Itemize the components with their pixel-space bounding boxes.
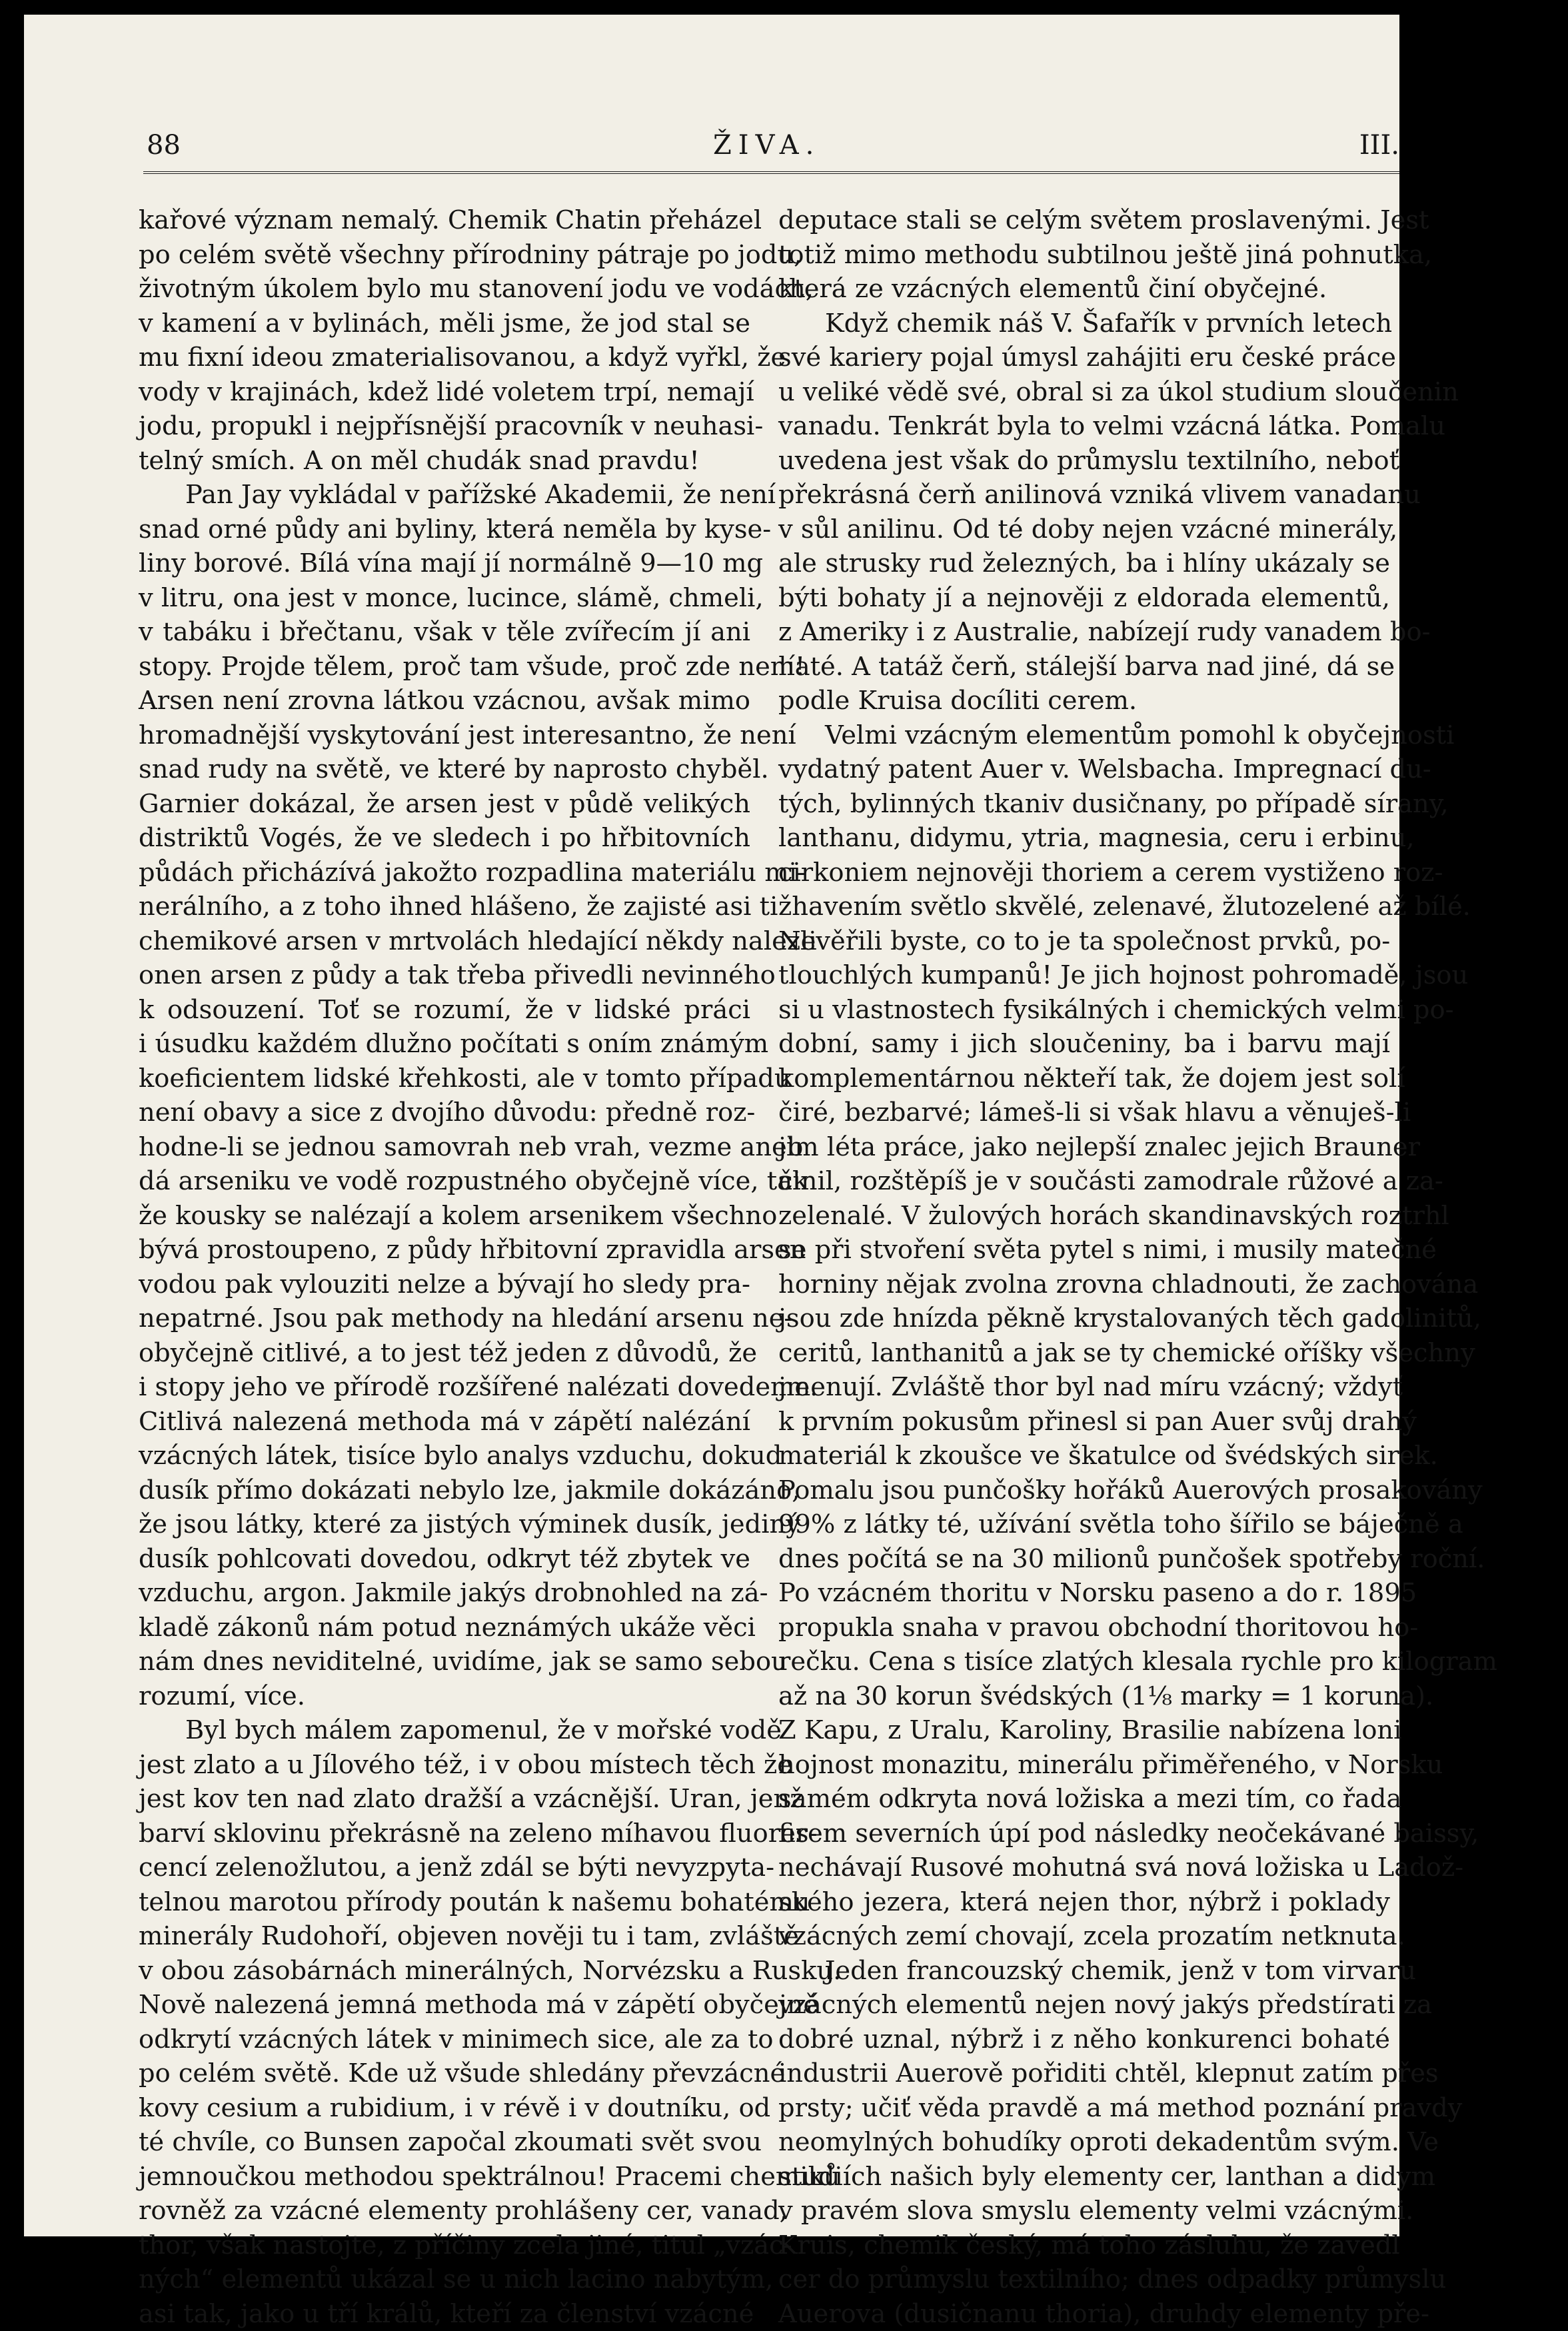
- text-line: Kruis, chemik český, má toho zásluhu, že zavedl: [778, 2228, 1390, 2263]
- text-line: totiž mimo methodu subtilnou ještě jiná pohnutka,: [778, 238, 1390, 273]
- text-line: Po vzácném thoritu v Norsku paseno a do r. 1895: [778, 1576, 1390, 1611]
- text-line: své kariery pojal úmysl zahájiti eru české práce: [778, 341, 1390, 375]
- text-line: Nově nalezená jemná methoda má v zápětí obyčejně: [139, 1988, 750, 2022]
- text-line: jest kov ten nad zlato dražší a vzácnější. Uran, jenž: [139, 1782, 750, 1817]
- text-line: deputace stali se celým světem proslavenými. Jest: [778, 203, 1390, 238]
- header-rule: [143, 171, 1399, 174]
- text-line: komplementárnou někteří tak, že dojem jest solí: [778, 1062, 1390, 1096]
- text-line: cer do průmyslu textilního; dnes odpadky průmyslu: [778, 2262, 1390, 2297]
- text-line: v obou zásobárnách minerálných, Norvézsku a Rusku.: [139, 1954, 750, 1988]
- text-line: nechávají Rusové mohutná svá nová ložiska u Ladož-: [778, 1851, 1390, 1885]
- text-line: k prvním pokusům přinesl si pan Auer svůj drahý: [778, 1405, 1390, 1439]
- text-line: jsou zde hnízda pěkně krystalovaných těch gadolinitů,: [778, 1301, 1390, 1336]
- text-line: životným úkolem bylo mu stanovení jodu ve vodách,: [139, 272, 750, 307]
- text-line: Pan Jay vykládal v pařížské Akademii, že není: [139, 478, 750, 512]
- text-line: asi tak, jako u tří králů, kteří za členství vzácné: [139, 2297, 750, 2331]
- text-line: stopy. Projde tělem, proč tam všude, proč zde není!: [139, 650, 750, 684]
- text-line: rovněž za vzácné elementy prohlášeny cer, vanad,: [139, 2194, 750, 2228]
- left-text-column: [139, 203, 750, 2331]
- text-line: minerály Rudohoří, objeven nověji tu i tam, zvláště: [139, 1919, 750, 1954]
- text-line: chemikové arsen v mrtvolách hledající někdy nalezli: [139, 924, 750, 959]
- text-line: ceritů, lanthanitů a jak se ty chemické oříšky všechny: [778, 1336, 1390, 1371]
- text-line: obyčejně citlivé, a to jest též jeden z důvodů, že: [139, 1336, 750, 1371]
- text-line: Nevěřili byste, co to je ta společnost prvků, po-: [778, 924, 1390, 959]
- text-line: rečku. Cena s tisíce zlatých klesala rychle pro kilogram: [778, 1645, 1390, 1679]
- text-line: vodou pak vylouziti nelze a bývají ho sledy pra-: [139, 1267, 750, 1302]
- text-line: haté. A tatáž čerň, stálejší barva nad jiné, dá se: [778, 650, 1390, 684]
- text-line: až na 30 korun švédských (1⅛ marky = 1 koruna).: [778, 1679, 1390, 1714]
- text-line: bývá prostoupeno, z půdy hřbitovní zpravidla arsen: [139, 1233, 750, 1267]
- text-line: nepatrné. Jsou pak methody na hledání arsenu ne-: [139, 1301, 750, 1336]
- text-line: v sůl anilinu. Od té doby nejen vzácné minerály,: [778, 512, 1390, 547]
- text-line: čiré, bezbarvé; lámeš-li si však hlavu a věnuješ-li: [778, 1096, 1390, 1130]
- text-line: Jeden francouzský chemik, jenž v tom virvaru: [778, 1954, 1390, 1988]
- text-line: v pravém slova smyslu elementy velmi vzácnými.: [778, 2194, 1390, 2228]
- text-line: vzácných elementů nejen nový jakýs předstírati za: [778, 1988, 1390, 2022]
- text-line: rozumí, více.: [139, 1679, 750, 1714]
- journal-title: ŽIVA.: [713, 130, 820, 161]
- text-line: žhavením světlo skvělé, zelenavé, žlutozelené až bílé.: [778, 890, 1390, 924]
- text-line: v kamení a v bylinách, měli jsme, že jod stal se: [139, 307, 750, 341]
- text-line: 99% z látky té, užívání světla toho šířilo se báječně a: [778, 1507, 1390, 1542]
- text-line: cirkoniem nejnověji thoriem a cerem vystiženo roz-: [778, 856, 1390, 890]
- text-line: vzácných zemí chovají, zcela prozatím netknuta.: [778, 1919, 1390, 1954]
- text-line: lanthanu, didymu, ytria, magnesia, ceru i erbinu,: [778, 821, 1390, 856]
- text-line: samém odkryta nová ložiska a mezi tím, co řada: [778, 1782, 1390, 1817]
- text-line: v litru, ona jest v monce, lucince, slámě, chmeli,: [139, 581, 750, 616]
- text-line: kovy cesium a rubidium, i v révě i v doutníku, od: [139, 2091, 750, 2126]
- text-line: dobré uznal, nýbrž i z něho konkurenci bohaté: [778, 2022, 1390, 2057]
- text-line: jmenují. Zvláště thor byl nad míru vzácný; vždyť: [778, 1370, 1390, 1405]
- text-line: po celém světě. Kde už všude shledány převzácné: [139, 2056, 750, 2091]
- text-line: studiích našich byly elementy cer, lanthan a didym: [778, 2160, 1390, 2194]
- right-text-column: [778, 203, 1390, 2331]
- text-line: si u vlastnostech fysikálných i chemických velmi po-: [778, 993, 1390, 1028]
- text-line: Z Kapu, z Uralu, Karoliny, Brasilie nabízena loni: [778, 1713, 1390, 1748]
- text-line: činil, rozštěpíš je v součásti zamodrale růžové a za-: [778, 1164, 1390, 1199]
- text-line: jest zlato a u Jílového též, i v obou místech těch že: [139, 1748, 750, 1783]
- text-line: Arsen není zrovna látkou vzácnou, avšak mimo: [139, 684, 750, 718]
- text-line: i stopy jeho ve přírodě rozšířené nalézati dovedeme.: [139, 1370, 750, 1405]
- text-line: tých, bylinných tkaniv dusičnany, po případě sírany,: [778, 787, 1390, 822]
- text-line: té chvíle, co Bunsen započal zkoumati svět svou: [139, 2125, 750, 2160]
- text-line: kařové význam nemalý. Chemik Chatin přeházel: [139, 203, 750, 238]
- text-line: odkrytí vzácných látek v minimech sice, ale za to: [139, 2022, 750, 2057]
- text-line: dobní, samy i jich sloučeniny, ba i barvu mají: [778, 1027, 1390, 1062]
- text-line: nerálního, a z toho ihned hlášeno, že zajisté asi ti: [139, 890, 750, 924]
- text-line: dusík pohlcovati dovedou, odkryt též zbytek ve: [139, 1542, 750, 1577]
- text-line: že jsou látky, které za jistých výminek dusík, jediný: [139, 1507, 750, 1542]
- text-line: se při stvoření světa pytel s nimi, i musily matečné: [778, 1233, 1390, 1267]
- text-line: vydatný patent Auer v. Welsbacha. Impregnací du-: [778, 752, 1390, 787]
- text-line: cencí zelenožlutou, a jenž zdál se býti nevyzpyta-: [139, 1851, 750, 1885]
- text-line: ných“ elementů ukázal se u nich lacino nabytým,: [139, 2262, 750, 2297]
- text-line: půdách přicházívá jakožto rozpadlina materiálu mi-: [139, 856, 750, 890]
- text-line: Když chemik náš V. Šafařík v prvních letech: [778, 307, 1390, 341]
- text-line: dusík přímo dokázati nebylo lze, jakmile dokázáno,: [139, 1473, 750, 1508]
- text-line: zelenalé. V žulových horách skandinavských roztrhl: [778, 1199, 1390, 1233]
- text-line: Auerova (dusičnanu thoria), druhdy elementy pře-: [778, 2297, 1390, 2331]
- text-line: překrásná čerň anilinová vzniká vlivem vanadanu: [778, 478, 1390, 512]
- text-line: dnes počítá se na 30 milionů punčošek spotřeby roční.: [778, 1542, 1390, 1577]
- text-line: podle Kruisa docíliti cerem.: [778, 684, 1390, 718]
- text-line: prsty; učiť věda pravdě a má method poznání pravdy: [778, 2091, 1390, 2126]
- text-line: barví sklovinu překrásně na zeleno míhavou fluores-: [139, 1817, 750, 1851]
- text-line: uvedena jest však do průmyslu textilního, neboť: [778, 444, 1390, 478]
- text-line: neomylných bohudíky oproti dekadentům svým. Ve: [778, 2125, 1390, 2160]
- text-line: telnou marotou přírody poután k našemu bohatému: [139, 1885, 750, 1920]
- text-line: firem severních úpí pod následky neočekávané baissy,: [778, 1817, 1390, 1851]
- text-line: ale strusky rud železných, ba i hlíny ukázaly se: [778, 546, 1390, 581]
- text-line: kladě zákonů nám potud neznámých ukáže věci: [139, 1611, 750, 1645]
- page-number: 88: [147, 130, 181, 161]
- text-line: i úsudku každém dlužno počítati s oním známým: [139, 1027, 750, 1062]
- text-line: industrii Auerově pořiditi chtěl, klepnut zatím přes: [778, 2056, 1390, 2091]
- text-line: po celém světě všechny přírodniny pátraje po jodu,: [139, 238, 750, 273]
- text-line: koeficientem lidské křehkosti, ale v tomto případu: [139, 1062, 750, 1096]
- text-line: u veliké vědě své, obral si za úkol studium sloučenin: [778, 375, 1390, 410]
- text-line: býti bohaty jí a nejnověji z eldorada elementů,: [778, 581, 1390, 616]
- text-line: Pomalu jsou punčošky hořáků Auerových prosakovány: [778, 1473, 1390, 1508]
- page-header: [147, 130, 1399, 170]
- text-line: propukla snaha v pravou obchodní thoritovou ho-: [778, 1611, 1390, 1645]
- text-line: snad orné půdy ani byliny, která neměla by kyse-: [139, 512, 750, 547]
- text-line: nám dnes neviditelné, uvidíme, jak se samo sebou: [139, 1645, 750, 1679]
- text-line: k odsouzení. Toť se rozumí, že v lidské práci: [139, 993, 750, 1028]
- text-line: distriktů Vogés, že ve sledech i po hřbitovních: [139, 821, 750, 856]
- text-line: materiál k zkoušce ve škatulce od švédských sirek.: [778, 1439, 1390, 1473]
- text-line: tlouchlých kumpanů! Je jich hojnost pohromadě, jsou: [778, 958, 1390, 993]
- text-line: z Ameriky i z Australie, nabízejí rudy vanadem bo-: [778, 615, 1390, 650]
- text-line: která ze vzácných elementů činí obyčejné.: [778, 272, 1390, 307]
- text-line: Byl bych málem zapomenul, že v mořské vodě: [139, 1713, 750, 1748]
- text-line: vody v krajinách, kdež lidé voletem trpí, nemají: [139, 375, 750, 410]
- text-line: snad rudy na světě, ve které by naprosto chyběl.: [139, 752, 750, 787]
- text-line: onen arsen z půdy a tak třeba přivedli nevinného: [139, 958, 750, 993]
- text-line: vzduchu, argon. Jakmile jakýs drobnohled na zá-: [139, 1576, 750, 1611]
- text-line: ského jezera, která nejen thor, nýbrž i poklady: [778, 1885, 1390, 1920]
- text-line: liny borové. Bílá vína mají jí normálně 9—10 mg: [139, 546, 750, 581]
- text-line: v tabáku i břečtanu, však v těle zvířecím jí ani: [139, 615, 750, 650]
- text-line: jodu, propukl i nejpřísnější pracovník v neuhasi-: [139, 409, 750, 444]
- text-line: vanadu. Tenkrát byla to velmi vzácná látka. Pomalu: [778, 409, 1390, 444]
- text-line: jim léta práce, jako nejlepší znalec jejich Brauner: [778, 1130, 1390, 1165]
- text-line: hromadnější vyskytování jest interesantno, že není: [139, 718, 750, 753]
- text-line: jemnoučkou methodou spektrálnou! Pracemi chemiků: [139, 2160, 750, 2194]
- text-line: že kousky se nalézají a kolem arsenikem všechno: [139, 1199, 750, 1233]
- text-line: není obavy a sice z dvojího důvodu: předně roz-: [139, 1096, 750, 1130]
- text-line: hodne-li se jednou samovrah neb vrah, vezme aneb: [139, 1130, 750, 1165]
- text-line: telný smích. A on měl chudák snad pravdu!: [139, 444, 750, 478]
- text-line: Velmi vzácným elementům pomohl k obyčejnosti: [778, 718, 1390, 753]
- text-line: vzácných látek, tisíce bylo analys vzduchu, dokud: [139, 1439, 750, 1473]
- text-line: Citlivá nalezená methoda má v zápětí nalézání: [139, 1405, 750, 1439]
- text-line: Garnier dokázal, že arsen jest v půdě velikých: [139, 787, 750, 822]
- text-line: mu fixní ideou zmaterialisovanou, a když vyřkl, že: [139, 341, 750, 375]
- text-line: thor, však nastojte, z příčiny zcela jiné, titul „vzác-: [139, 2228, 750, 2263]
- text-line: horniny nějak zvolna zrovna chladnouti, že zachována: [778, 1267, 1390, 1302]
- text-line: hojnost monazitu, minerálu přiměřeného, v Norsku: [778, 1748, 1390, 1783]
- volume-number: III.: [1359, 130, 1399, 161]
- text-line: dá arseniku ve vodě rozpustného obyčejně více, tak: [139, 1164, 750, 1199]
